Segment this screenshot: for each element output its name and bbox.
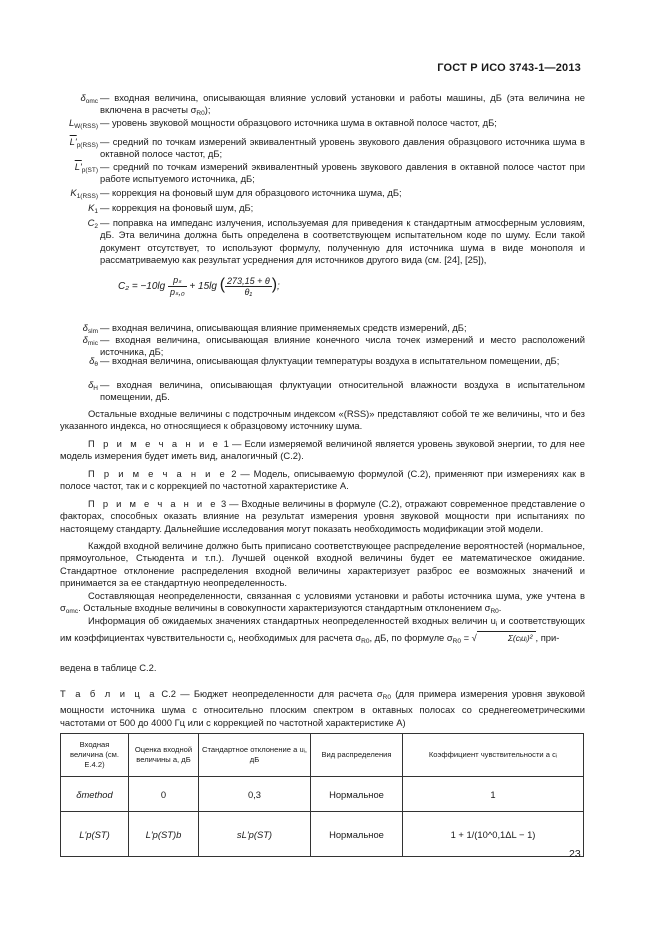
paragraph-uncertainty: Составляющая неопределенности, связанная с условиями установки и работы источника шума, уже учтена в $\sigma_{omc}$. Остальные входные величины в совокупности характеризуются стандартным отклонением $\sigma_{R0}$. xyxy=(60,590,585,616)
cell-distribution: Нормальное xyxy=(311,777,403,812)
header-sensitivity: Коэффициент чувствительности а cᵢ xyxy=(403,734,584,777)
def-lp-rss: $L'_{p(RSS)}$ — средний по точкам измерений эквивалентный уровень звукового давления образцового источника шума в октавной полосе частот, дБ; xyxy=(69,136,585,160)
table-header-row xyxy=(61,734,584,777)
header-distribution: Вид распределения xyxy=(311,734,403,777)
def-k1-rss: $K_{1(RSS)}$ — коррекция на фоновый шум для образцового источника шума, дБ; xyxy=(70,187,402,200)
def-k1: $K_1$ — коррекция на фоновый шум, дБ; xyxy=(88,202,254,215)
note-1: П р и м е ч а н и е 1 — Если измеряемой величиной является уровень звуковой энергии, то для нее модель измерения будет иметь вид, аналогичный (С.2). xyxy=(60,438,585,462)
def-c2: $C_2$ — поправка на импеданс излучения, используемая для приведения к стандартным атмосферным условиям, дБ. Эта величина должна быть определена в соответствующем испытательном коде по шуму. Если такой документ отсутствует, то используют формулу, полученную для источника шума в виде монополя и рассматриваемую как результат усреднения для источников другого вида (см. [24], [25]), xyxy=(87,217,585,266)
header-input-quantity: Входная величина (см. Е.4.2) xyxy=(61,734,129,777)
note-3: П р и м е ч а н и е 3 — Входные величины в формуле (С.2), отражают современное представление о факторах, способных оказать влияние на результат измерения уровня звуковой мощности при испытаниях по настоящему стандарту. Дальнейшие исследования могут показать необходимость модификации этой модели. xyxy=(60,498,585,534)
table-caption: Т а б л и ц а С.2 — Бюджет неопределенности для расчета $\sigma_{R0}$ (для примера измерения уровня звуковой мощности источника шума с относительно плоским спектром в октавных полосах со среднегеометрическими частотами от 500 до 4000 Гц или с коррекцией по частотной характеристике А) xyxy=(60,688,585,728)
def-delta-slm: $\delta_{slm}$ — входная величина, описывающая влияние применяемых средств измерений, дБ; xyxy=(82,322,467,335)
def-delta-mic: $\delta_{mic}$ — входная величина, описывающая влияние конечного числа точек измерений и место расположений источника, дБ; xyxy=(82,334,585,358)
paragraph-distribution: Каждой входной величине должно быть приписано соответствующее распределение вероятностей (нормальное, прямоугольное, Стьюдента и т.п.). Лучшей оценкой входной величины будет ее математическое ожидание. Стандартное отклонение распределения входной величины характеризует разброс ее возможных значений и принимается за ее стандартную неопределенность. xyxy=(60,540,585,589)
cell-quantity: δmethod xyxy=(61,777,129,812)
header-std-dev: Стандартное отклонение а uᵢ, дБ xyxy=(199,734,311,777)
note-2: П р и м е ч а н и е 2 — Модель, описываемую формулой (С.2), применяют при измерениях как в полосе частот, так и с коррекцией по частотной характеристике А. xyxy=(60,468,585,492)
paragraph-info: Информация об ожидаемых значениях стандартных неопределенностей входных величин $u_i$ и соответствующих им коэффициентах чувствительности $c_i$, необходимых для расчета $\sigma_{R0}$, дБ, по формуле $\sigma_{R0}$ = √ Σ(cᵢuᵢ)² , при- xyxy=(60,615,585,646)
def-delta-omc: $\delta_{omc}$ — входная величина, описывающая влияние условий установки и работы машины, дБ (эта величина не включена в расчеты $\sigma_{R0}$); xyxy=(80,92,585,118)
cell-distribution: Нормальное xyxy=(311,812,403,857)
def-lw-rss: $L_{W(RSS)}$ — уровень звуковой мощности образцового источника шума в октавной полосе частот, дБ; xyxy=(68,117,497,130)
cell-std-dev: 0,3 xyxy=(199,777,311,812)
cell-quantity: L'p(ST) xyxy=(61,812,129,857)
def-delta-theta: $\delta_\theta$ — входная величина, описывающая флуктуации температуры воздуха в испытательном помещении, дБ; xyxy=(89,355,560,368)
def-delta-h: $\delta_H$ — входная величина, описывающая флуктуации относительной влажности воздуха в испытательном помещении, дБ. xyxy=(88,379,585,403)
paragraph-rss: Остальные входные величины с подстрочным индексом «(RSS)» представляют собой те же величины, что и без указанного индекса, но относящиеся к образцовому источнику шума. xyxy=(60,408,585,432)
header-estimate: Оценка входной величины а, дБ xyxy=(129,734,199,777)
cell-sensitivity: 1 xyxy=(403,777,584,812)
cell-estimate: L'p(ST)b xyxy=(129,812,199,857)
cell-std-dev: sL'p(ST) xyxy=(199,812,311,857)
formula-c2: C₂ = −10lg $\frac{\text{pₛ}}{\text{pₛ,₀}}$ + 15lg ( $\frac{273,15 + \theta}{\text{θ₁}}$ ); xyxy=(118,275,280,297)
table-row xyxy=(61,812,584,857)
cell-sensitivity: 1 + 1/(10^0,1ΔL − 1) xyxy=(403,812,584,857)
document-header: ГОСТ Р ИСО 3743-1—2013 xyxy=(437,62,581,74)
page-number: 23 xyxy=(569,848,581,860)
def-lp-st: $L'_{p(ST)}$ — средний по точкам измерений эквивалентный уровень звукового давления в октавной полосе частот при работе испытуемого источника, дБ; xyxy=(74,161,585,185)
cell-estimate: 0 xyxy=(129,777,199,812)
paragraph-info-end: ведена в таблице С.2. xyxy=(60,662,157,673)
table-row xyxy=(61,777,584,812)
uncertainty-budget-table xyxy=(60,733,584,857)
